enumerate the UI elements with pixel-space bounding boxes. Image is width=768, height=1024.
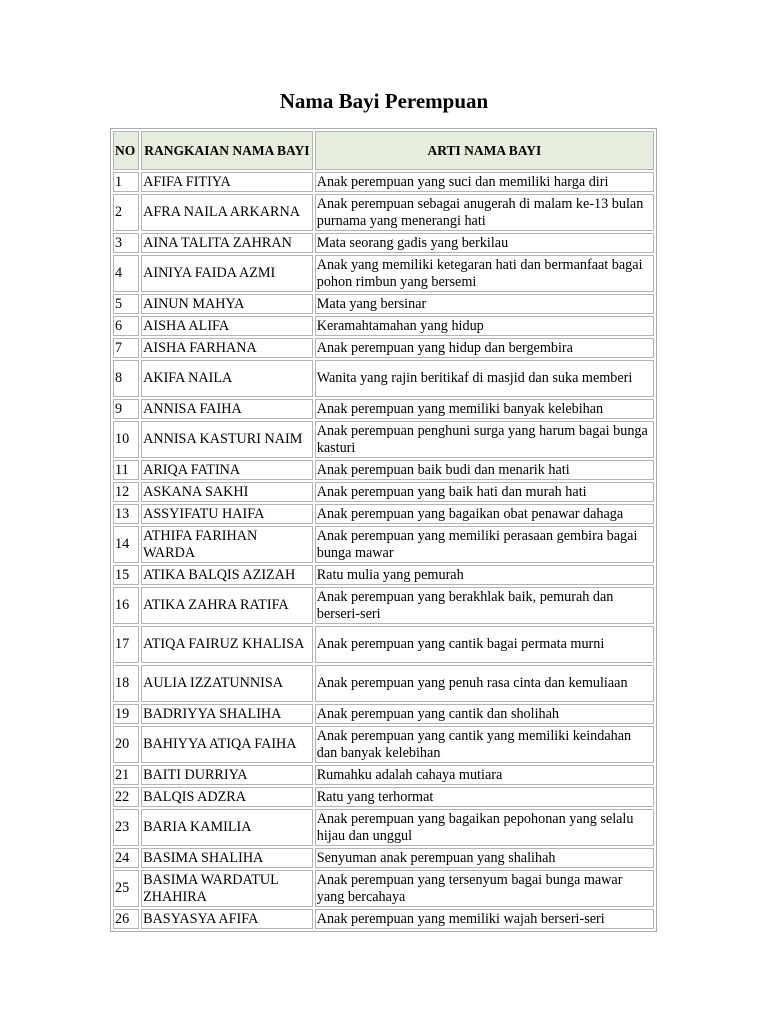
- table-row: [113, 909, 654, 929]
- table-row: [113, 421, 654, 458]
- cell-name: ATIKA ZAHRA RATIFA: [141, 587, 313, 624]
- cell-name: ANNISA KASTURI NAIM: [141, 421, 313, 458]
- cell-no: 14: [113, 526, 139, 563]
- table-header-row: [113, 131, 654, 170]
- cell-meaning: Ratu yang terhormat: [315, 787, 654, 807]
- cell-name: AINIYA FAIDA AZMI: [141, 255, 313, 292]
- cell-name: AFRA NAILA ARKARNA: [141, 194, 313, 231]
- column-header-meaning: ARTI NAMA BAYI: [315, 131, 654, 170]
- cell-name: BARIA KAMILIA: [141, 809, 313, 846]
- cell-meaning: Anak yang memiliki ketegaran hati dan bermanfaat bagai pohon rimbun yang bersemi: [315, 255, 654, 292]
- table-row: [113, 360, 654, 397]
- cell-meaning: Anak perempuan yang cantik bagai permata murni: [315, 626, 654, 663]
- cell-meaning: Anak perempuan baik budi dan menarik hati: [315, 460, 654, 480]
- cell-no: 2: [113, 194, 139, 231]
- cell-name: BAHIYYA ATIQA FAIHA: [141, 726, 313, 763]
- cell-name: ASSYIFATU HAIFA: [141, 504, 313, 524]
- cell-meaning: Anak perempuan yang tersenyum bagai bunga mawar yang bercahaya: [315, 870, 654, 907]
- cell-meaning: Mata seorang gadis yang berkilau: [315, 233, 654, 253]
- cell-no: 18: [113, 665, 139, 702]
- cell-no: 13: [113, 504, 139, 524]
- cell-meaning: Anak perempuan yang suci dan memiliki harga diri: [315, 172, 654, 192]
- column-header-no: NO: [113, 131, 139, 170]
- cell-meaning: Anak perempuan penghuni surga yang harum bagai bunga kasturi: [315, 421, 654, 458]
- cell-meaning: Anak perempuan sebagai anugerah di malam ke-13 bulan purnama yang menerangi hati: [315, 194, 654, 231]
- cell-name: BASIMA WARDATUL ZHAHIRA: [141, 870, 313, 907]
- cell-no: 20: [113, 726, 139, 763]
- cell-no: 7: [113, 338, 139, 358]
- page-title: Nama Bayi Perempuan: [279, 89, 489, 113]
- cell-no: 4: [113, 255, 139, 292]
- cell-no: 5: [113, 294, 139, 314]
- table-row: [113, 765, 654, 785]
- cell-name: BASIMA SHALIHA: [141, 848, 313, 868]
- cell-no: 9: [113, 399, 139, 419]
- table-row: [113, 172, 654, 192]
- cell-no: 12: [113, 482, 139, 502]
- table-row: [113, 626, 654, 663]
- cell-meaning: Anak perempuan yang baik hati dan murah hati: [315, 482, 654, 502]
- cell-no: 11: [113, 460, 139, 480]
- table-row: [113, 482, 654, 502]
- table-row: [113, 870, 654, 907]
- cell-no: 3: [113, 233, 139, 253]
- cell-no: 23: [113, 809, 139, 846]
- table-row: [113, 255, 654, 292]
- cell-meaning: Anak perempuan yang memiliki wajah berseri-seri: [315, 909, 654, 929]
- table-row: [113, 704, 654, 724]
- cell-name: ASKANA SAKHI: [141, 482, 313, 502]
- cell-meaning: Keramahtamahan yang hidup: [315, 316, 654, 336]
- cell-name: AISHA ALIFA: [141, 316, 313, 336]
- table-row: [113, 809, 654, 846]
- cell-meaning: Senyuman anak perempuan yang shalihah: [315, 848, 654, 868]
- cell-meaning: Anak perempuan yang cantik dan sholihah: [315, 704, 654, 724]
- table-row: [113, 565, 654, 585]
- cell-meaning: Anak perempuan yang memiliki perasaan gembira bagai bunga mawar: [315, 526, 654, 563]
- cell-no: 8: [113, 360, 139, 397]
- cell-meaning: Anak perempuan yang penuh rasa cinta dan kemuliaan: [315, 665, 654, 702]
- table-body: [113, 172, 654, 929]
- cell-name: ARIQA FATINA: [141, 460, 313, 480]
- cell-no: 1: [113, 172, 139, 192]
- cell-no: 10: [113, 421, 139, 458]
- table-row: [113, 526, 654, 563]
- cell-meaning: Anak perempuan yang cantik yang memiliki keindahan dan banyak kelebihan: [315, 726, 654, 763]
- cell-name: ANNISA FAIHA: [141, 399, 313, 419]
- cell-meaning: Rumahku adalah cahaya mutiara: [315, 765, 654, 785]
- cell-meaning: Ratu mulia yang pemurah: [315, 565, 654, 585]
- cell-name: ATIKA BALQIS AZIZAH: [141, 565, 313, 585]
- cell-name: AKIFA NAILA: [141, 360, 313, 397]
- table-row: [113, 587, 654, 624]
- table-row: [113, 665, 654, 702]
- cell-no: 17: [113, 626, 139, 663]
- table-row: [113, 787, 654, 807]
- cell-name: ATHIFA FARIHAN WARDA: [141, 526, 313, 563]
- cell-name: AISHA FARHANA: [141, 338, 313, 358]
- cell-name: BALQIS ADZRA: [141, 787, 313, 807]
- table-row: [113, 294, 654, 314]
- table-row: [113, 460, 654, 480]
- table-row: [113, 316, 654, 336]
- cell-no: 21: [113, 765, 139, 785]
- table-row: [113, 399, 654, 419]
- cell-no: 26: [113, 909, 139, 929]
- cell-meaning: Anak perempuan yang bagaikan obat penawar dahaga: [315, 504, 654, 524]
- column-header-name: RANGKAIAN NAMA BAYI: [141, 131, 313, 170]
- cell-meaning: Anak perempuan yang hidup dan bergembira: [315, 338, 654, 358]
- cell-name: BAITI DURRIYA: [141, 765, 313, 785]
- cell-meaning: Mata yang bersinar: [315, 294, 654, 314]
- cell-meaning: Anak perempuan yang berakhlak baik, pemurah dan berseri-seri: [315, 587, 654, 624]
- table-row: [113, 848, 654, 868]
- cell-name: AINUN MAHYA: [141, 294, 313, 314]
- table-row: [113, 504, 654, 524]
- cell-no: 16: [113, 587, 139, 624]
- cell-name: AINA TALITA ZAHRAN: [141, 233, 313, 253]
- cell-meaning: Anak perempuan yang bagaikan pepohonan yang selalu hijau dan unggul: [315, 809, 654, 846]
- cell-name: AFIFA FITIYA: [141, 172, 313, 192]
- table-row: [113, 338, 654, 358]
- cell-no: 25: [113, 870, 139, 907]
- cell-no: 24: [113, 848, 139, 868]
- baby-names-table-container: [110, 128, 657, 932]
- cell-meaning: Wanita yang rajin beritikaf di masjid dan suka memberi: [315, 360, 654, 397]
- table-row: [113, 233, 654, 253]
- baby-names-table: [110, 128, 657, 932]
- cell-name: AULIA IZZATUNNISA: [141, 665, 313, 702]
- cell-name: BASYASYA AFIFA: [141, 909, 313, 929]
- cell-name: ATIQA FAIRUZ KHALISA: [141, 626, 313, 663]
- cell-no: 6: [113, 316, 139, 336]
- table-row: [113, 194, 654, 231]
- table-row: [113, 726, 654, 763]
- cell-no: 15: [113, 565, 139, 585]
- cell-no: 22: [113, 787, 139, 807]
- cell-meaning: Anak perempuan yang memiliki banyak kelebihan: [315, 399, 654, 419]
- cell-no: 19: [113, 704, 139, 724]
- cell-name: BADRIYYA SHALIHA: [141, 704, 313, 724]
